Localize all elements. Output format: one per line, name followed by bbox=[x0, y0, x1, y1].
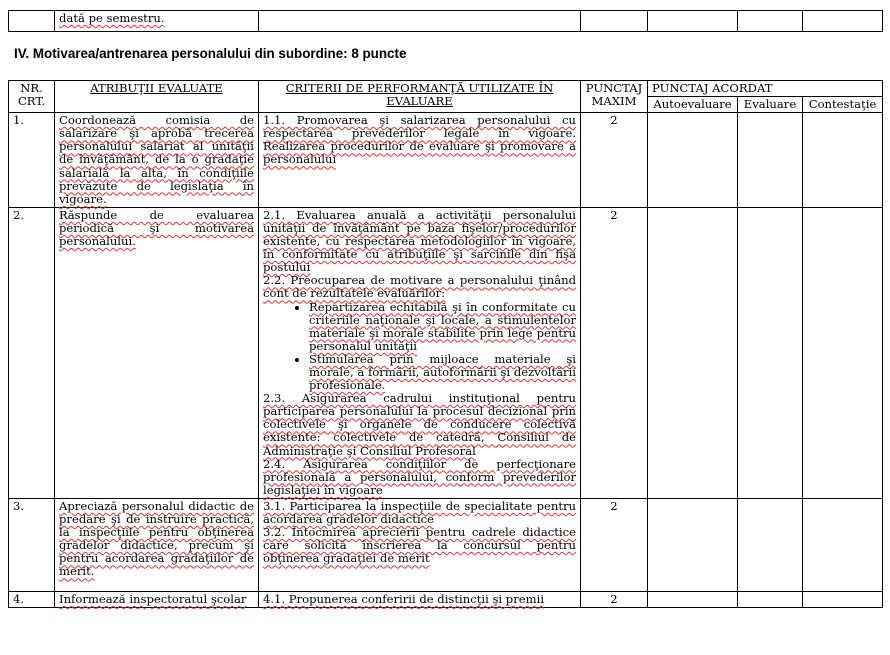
criteriu-item: 3.2. Întocmirea aprecierii pentru cadrele didactice care solicită înscrierea la concursul pentru obţinerea gradaţiei de merit bbox=[263, 525, 576, 566]
table-row bbox=[9, 498, 883, 591]
header-criterii: CRITERII DE PERFORMANŢĂ UTILIZATE ÎN EVALUARE bbox=[259, 81, 581, 113]
evaluare-cell[interactable] bbox=[738, 591, 803, 607]
bullet-item: • Repartizarea echitabilă şi în conformitate cu criteriile naţionale şi locale, a stimulentelor materiale şi morale stabilite prin lege pentru personalul unităţii bbox=[309, 301, 576, 353]
header-row bbox=[9, 81, 883, 97]
header-evaluare: Evaluare bbox=[738, 97, 803, 113]
header-punctaj-maxim: PUNCTAJ MAXIM bbox=[581, 81, 648, 113]
autoevaluare-cell[interactable] bbox=[648, 591, 738, 607]
header-nr: NR. CRT. bbox=[9, 81, 55, 113]
header-autoevaluare: Autoevaluare bbox=[648, 97, 738, 113]
criteriu-item: 2.3. Asigurarea cadrului instituţional pentru participarea personalului la procesul decizional prin colectivele şi organele de conducere colectivă existente: colectivele de catedră, Consiliul de Administraţie şi Consiliul Profesoral bbox=[263, 391, 576, 458]
row-atributie: Răspunde de evaluarea periodică şi motivarea personalului. bbox=[55, 207, 259, 498]
row-punctaj: 2 bbox=[581, 113, 648, 208]
row-criterii bbox=[259, 498, 581, 591]
evaluare-cell[interactable] bbox=[738, 498, 803, 591]
table-row bbox=[9, 591, 883, 607]
bullet-list bbox=[263, 301, 576, 393]
row-criteriu: 1.1. Promovarea şi salarizarea personalului cu respectarea prevederilor legale în vigoare. Realizarea procedurilor de evaluare şi promovare a personalului bbox=[259, 113, 581, 208]
row-atributie: Informează inspectoratul şcolar bbox=[55, 591, 259, 607]
row-punctaj: 2 bbox=[581, 591, 648, 607]
contestatie-cell[interactable] bbox=[803, 207, 883, 498]
criteriu-item: 2.1. Evaluarea anuală a activităţii personalului unităţii de învăţământ pe baza fişelor/procedurilor existente, cu respectarea metodologiilor în vigoare, în conformitate cu atribuţiile şi sarcinile din fişa postului bbox=[263, 207, 576, 275]
row-criterii bbox=[259, 207, 581, 498]
row-nr: 3. bbox=[9, 498, 55, 591]
header-contestatie: Contestaţie bbox=[803, 97, 883, 113]
row-nr: 4. bbox=[9, 591, 55, 607]
header-punctaj-acordat: PUNCTAJ ACORDAT bbox=[648, 81, 883, 97]
table-row bbox=[9, 11, 883, 32]
contestatie-cell[interactable] bbox=[803, 113, 883, 208]
previous-table-tail bbox=[8, 10, 883, 32]
row-nr: 1. bbox=[9, 113, 55, 208]
bullet-item: • Stimularea prin mijloace materiale şi morale, a formării, autoformării şi dezvoltării profesionale. bbox=[309, 353, 576, 392]
criteriu-item: 3.1. Participarea la inspecţiile de specialitate pentru acordarea gradelor didactice bbox=[263, 498, 576, 526]
contestatie-cell[interactable] bbox=[803, 591, 883, 607]
row-nr: 2. bbox=[9, 207, 55, 498]
autoevaluare-cell[interactable] bbox=[648, 498, 738, 591]
row-punctaj: 2 bbox=[581, 207, 648, 498]
evaluation-table bbox=[8, 80, 883, 608]
table-row bbox=[9, 113, 883, 208]
row-punctaj: 2 bbox=[581, 498, 648, 591]
autoevaluare-cell[interactable] bbox=[648, 207, 738, 498]
row-atributie: Apreciază personalul didactic de predare şi de instruire practică, la inspecţiile pentru obţinerea gradelor didactice, precum şi pentru acordarea gradaţiilor de merit. bbox=[55, 498, 259, 591]
attribute-cell: dată pe semestru. bbox=[55, 11, 259, 32]
evaluare-cell[interactable] bbox=[738, 113, 803, 208]
table-row bbox=[9, 207, 883, 498]
criteriu-item: 2.2. Preocuparea de motivare a personalului ţinând cont de rezultatele evaluărilor: bbox=[263, 273, 576, 301]
contestatie-cell[interactable] bbox=[803, 498, 883, 591]
header-atributii: ATRIBUŢII EVALUATE bbox=[55, 81, 259, 113]
section-title: IV. Motivarea/antrenarea personalului din subordine: 8 puncte bbox=[14, 46, 407, 61]
evaluare-cell[interactable] bbox=[738, 207, 803, 498]
row-criteriu: 4.1. Propunerea conferirii de distincţii şi premii bbox=[259, 591, 581, 607]
row-atributie: Coordonează comisia de salarizare şi aprobă trecerea personalului salariat al unităţii de învăţământ, de la o gradaţie salarială la alta, în condiţiile prevăzute de legislaţia în vigoare. bbox=[55, 113, 259, 208]
autoevaluare-cell[interactable] bbox=[648, 113, 738, 208]
criteriu-item: 2.4. Asigurarea condiţiilor de perfecţionare profesională a personalului, conform prevederilor legislaţiei în vigoare bbox=[263, 456, 576, 497]
